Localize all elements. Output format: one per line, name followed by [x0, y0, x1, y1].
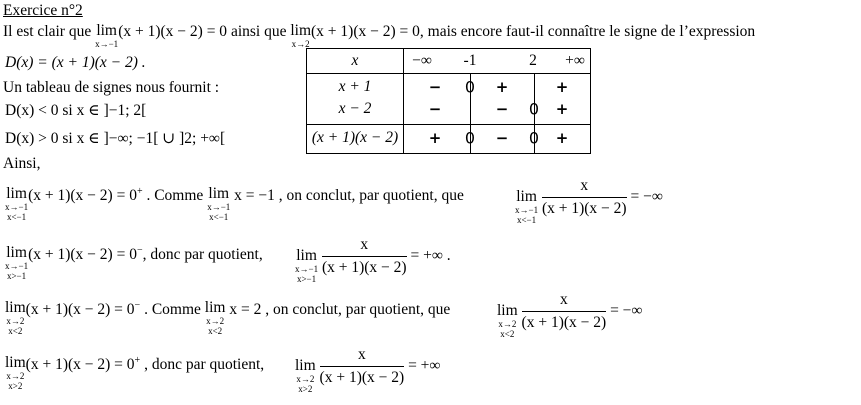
conclusion-text: , on conclut, par quotient, que [265, 301, 451, 319]
lim-operator: lim [516, 188, 537, 205]
limit-result: = −∞ [610, 302, 643, 320]
lim-operator: lim [296, 247, 317, 264]
lim-subscript: x→−1 [5, 260, 29, 271]
limit-quotient [295, 358, 316, 394]
limit-x-expression: x = −1 [234, 187, 275, 205]
limit-sign-superscript: − [136, 245, 143, 256]
definition-line: D(x) = (x + 1)(x − 2) . [5, 54, 146, 71]
sign-cell: − [428, 100, 442, 118]
lim-subscript-condition: x<2 [208, 325, 223, 336]
positive-interval: D(x) > 0 si x ∈ ]−∞; −1[ ∪ ]2; +∞[ [5, 130, 226, 147]
fraction-denominator: (x + 1)(x − 2) [541, 200, 627, 217]
table-divider [307, 73, 590, 74]
intro-text-1: Il est clair que [3, 23, 92, 40]
lim-operator: lim [290, 22, 312, 39]
lim-subscript: x→2 [206, 315, 225, 326]
fraction-denominator: (x + 1)(x − 2) [321, 259, 407, 276]
connector-text: . Comme [146, 187, 204, 205]
quotient-limit-3 [497, 291, 642, 339]
limit-minus-one [95, 23, 118, 49]
row-label-x-plus-1: x + 1 [338, 78, 372, 95]
lim-operator: lim [6, 244, 27, 261]
intro-line [3, 23, 755, 49]
fraction-numerator: x [320, 346, 405, 367]
zero-cell: 0 [464, 77, 476, 97]
lim-subscript-condition: x>−1 [6, 270, 27, 281]
lim-subscript-condition: x<−1 [516, 214, 537, 225]
limit-left [5, 245, 28, 281]
tableau-intro: Un tableau de signes nous fournit : [3, 79, 220, 96]
lim-operator: lim [5, 354, 26, 371]
sign-table [306, 48, 591, 154]
lim-subscript-condition: x<2 [500, 328, 515, 339]
lim-subscript-condition: x>2 [8, 380, 23, 391]
connector-text: , donc par quotient, [144, 356, 265, 374]
connector-text: . Comme [144, 301, 201, 319]
limit-sign-superscript: − [134, 300, 141, 311]
lim-subscript: x→2 [6, 370, 25, 381]
limit-two [290, 23, 311, 49]
intro-expression-2: (x + 1)(x − 2) = 0 [311, 23, 420, 40]
lim-subscript-condition: x>2 [298, 383, 313, 394]
limit-line-4 [5, 355, 264, 391]
table-header-minus-infinity: −∞ [412, 52, 432, 69]
limit-line-1 [5, 186, 464, 222]
ainsi-text: Ainsi, [3, 155, 41, 172]
limit-left [5, 355, 26, 391]
table-divider [403, 49, 404, 153]
table-header-two: 2 [529, 52, 537, 69]
lim-subscript-condition: x<−1 [6, 211, 27, 222]
lim-operator: lim [204, 299, 226, 316]
fraction [322, 236, 407, 277]
lim-subscript: x→−1 [5, 201, 29, 212]
intro-text-2: ainsi que [230, 23, 287, 40]
lim-subscript: x→2 [498, 318, 517, 329]
sign-cell: − [495, 100, 509, 118]
limit-quotient [295, 248, 318, 284]
fraction-numerator: x [522, 291, 607, 312]
lim-operator: lim [5, 299, 26, 316]
fraction [542, 177, 627, 218]
limit-expression: (x + 1)(x − 2) = 0 [28, 187, 137, 205]
table-header-plus-infinity: +∞ [565, 52, 585, 69]
lim-subscript-condition: x<−1 [209, 211, 229, 222]
negative-interval: D(x) < 0 si x ∈ ]−1; 2[ [5, 102, 147, 119]
quotient-limit-4 [295, 346, 440, 394]
exercise-title: Exercice n°2 [3, 2, 83, 19]
limit-expression: (x + 1)(x − 2) = 0 [25, 356, 135, 374]
sign-cell: + [555, 78, 569, 96]
lim-subscript: x→−1 [207, 201, 231, 212]
sign-cell: + [495, 78, 509, 96]
fraction-numerator: x [322, 236, 407, 257]
sign-cell: − [428, 78, 442, 96]
limit-left [5, 186, 28, 222]
quotient-limit-2 [295, 236, 451, 284]
lim-operator: lim [6, 185, 27, 202]
lim-subscript: x→2 [291, 38, 310, 49]
zero-cell: 0 [528, 128, 540, 148]
lim-subscript: x→2 [296, 373, 315, 384]
sign-cell: + [428, 129, 442, 147]
limit-quotient [515, 189, 538, 225]
limit-sign-superscript: + [136, 186, 143, 197]
lim-operator: lim [96, 22, 117, 39]
fraction [522, 291, 607, 332]
lim-subscript: x→−1 [95, 38, 119, 49]
lim-operator: lim [208, 185, 230, 202]
zero-cell: 0 [464, 128, 476, 148]
row-label-product: (x + 1)(x − 2) [311, 129, 399, 146]
fraction-numerator: x [542, 177, 627, 198]
table-header-x: x [351, 52, 359, 69]
limit-quotient [497, 303, 518, 339]
lim-subscript: x→−1 [295, 263, 319, 274]
row-label-x-minus-2: x − 2 [338, 100, 372, 117]
intro-expression-1: (x + 1)(x − 2) = 0 [118, 23, 228, 40]
table-divider [307, 124, 590, 125]
lim-subscript-condition: x>−1 [296, 273, 317, 284]
fraction [320, 346, 405, 387]
lim-operator: lim [295, 357, 316, 374]
limit-result: = +∞ . [410, 247, 451, 265]
sign-cell: + [555, 100, 569, 118]
conclusion-text: , on conclut, par quotient, que [278, 187, 464, 205]
intro-text-3: , mais encore faut-il connaître le signe de l’expression [419, 23, 756, 40]
limit-result: = −∞ [630, 188, 663, 206]
lim-operator: lim [497, 302, 518, 319]
limit-x [207, 186, 230, 222]
limit-x-expression: x = 2 [229, 301, 262, 319]
connector-text: , donc par quotient, [142, 246, 263, 264]
limit-line-2 [5, 245, 263, 281]
limit-line-3 [5, 300, 450, 336]
limit-expression: (x + 1)(x − 2) = 0 [28, 246, 137, 264]
limit-expression: (x + 1)(x − 2) = 0 [25, 301, 135, 319]
table-header-minus-one: -1 [463, 52, 477, 69]
limit-result: = +∞ [408, 357, 441, 375]
lim-subscript-condition: x<2 [8, 325, 23, 336]
sign-cell: − [495, 129, 509, 147]
sign-cell: + [555, 129, 569, 147]
fraction-denominator: (x + 1)(x − 2) [521, 314, 607, 331]
fraction-denominator: (x + 1)(x − 2) [319, 369, 405, 386]
lim-subscript: x→2 [6, 315, 25, 326]
limit-x [205, 300, 226, 336]
limit-sign-superscript: + [134, 355, 141, 366]
lim-subscript: x→−1 [515, 204, 539, 215]
limit-left [5, 300, 26, 336]
quotient-limit-1 [515, 177, 663, 225]
zero-cell: 0 [528, 99, 540, 119]
